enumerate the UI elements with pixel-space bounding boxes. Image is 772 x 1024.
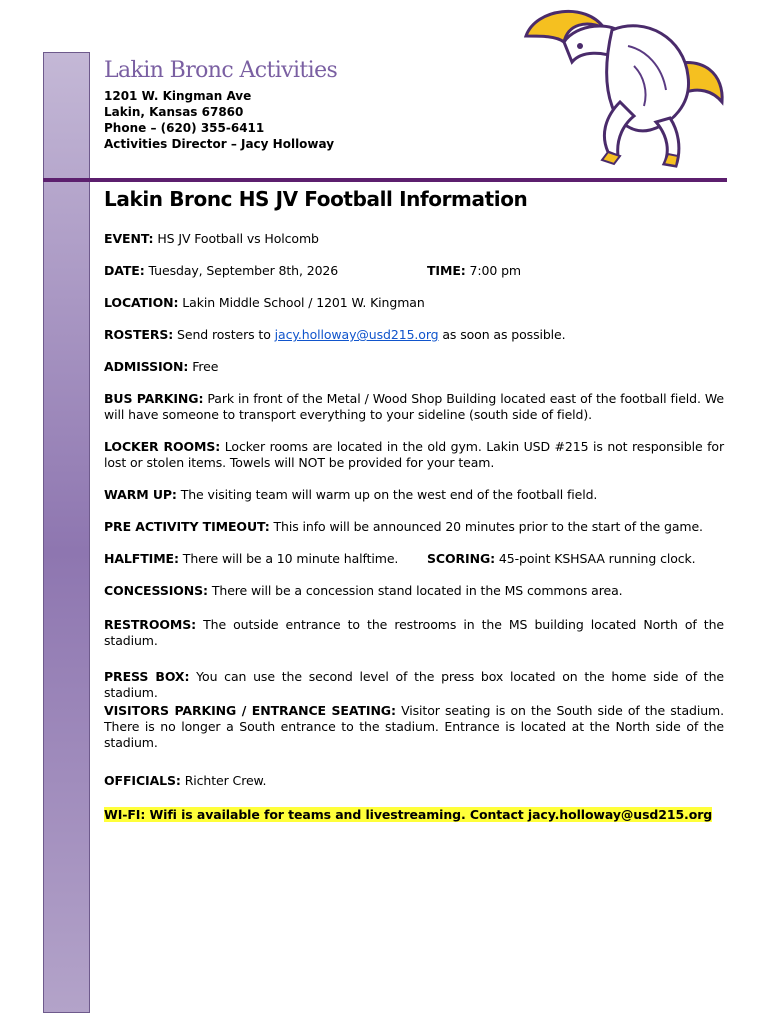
halftime-label: HALFTIME: — [104, 551, 179, 566]
officials-row — [104, 773, 724, 789]
press-box-value: You can use the second level of the press box located on the home side of the stadium. — [104, 669, 724, 700]
officials-value: Richter Crew. — [184, 773, 267, 788]
bus-parking-label: BUS PARKING: — [104, 391, 204, 406]
admission-label: ADMISSION: — [104, 359, 189, 374]
press-box-label: PRESS BOX: — [104, 669, 190, 684]
sidebar-stripe — [43, 52, 90, 1013]
phone: Phone – (620) 355-6411 — [104, 121, 265, 135]
rosters-post: as soon as possible. — [442, 327, 566, 342]
event-row — [104, 231, 724, 247]
bronco-horse-icon — [516, 6, 732, 168]
scoring-value: 45-point KSHSAA running clock. — [498, 551, 696, 566]
concessions-value: There will be a concession stand located in the MS commons area. — [211, 583, 623, 598]
visitors-value: Visitor seating is on the South side of the stadium. There is no longer a South entrance to the stadium. Entrance is located at the North side of the stadium. — [104, 703, 725, 750]
date-label: DATE: — [104, 263, 145, 278]
admission-row — [104, 359, 724, 375]
bus-parking-value: Park in front of the Metal / Wood Shop Building located east of the football field. We will have someone to transport everything to your sideline (south side of field). — [104, 391, 725, 422]
timeout-label: PRE ACTIVITY TIMEOUT: — [104, 519, 270, 534]
locker-rooms-value: Locker rooms are located in the old gym. Lakin USD #215 is not responsible for lost or stolen items. Towels will NOT be provided for your team. — [104, 439, 724, 470]
restrooms-row — [104, 617, 724, 649]
locker-rooms-row — [104, 439, 724, 471]
address-line-2: Lakin, Kansas 67860 — [104, 105, 244, 119]
org-title: Lakin Bronc Activities — [104, 58, 338, 83]
locker-rooms-label: LOCKER ROOMS: — [104, 439, 221, 454]
time-row — [427, 263, 727, 279]
timeout-row — [104, 519, 724, 535]
officials-label: OFFICIALS: — [104, 773, 181, 788]
rosters-email-link[interactable]: jacy.holloway@usd215.org — [274, 327, 439, 342]
time-value: 7:00 pm — [469, 263, 521, 278]
time-label: TIME: — [427, 263, 466, 278]
location-row — [104, 295, 724, 311]
location-value: Lakin Middle School / 1201 W. Kingman — [182, 295, 425, 310]
warm-up-value: The visiting team will warm up on the west end of the football field. — [180, 487, 598, 502]
rosters-pre: Send rosters to — [177, 327, 271, 342]
header-rule — [43, 178, 727, 182]
address-line-1: 1201 W. Kingman Ave — [104, 89, 252, 103]
warm-up-label: WARM UP: — [104, 487, 177, 502]
bus-parking-row — [104, 391, 724, 423]
date-value: Tuesday, September 8th, 2026 — [148, 263, 339, 278]
page-title: Lakin Bronc HS JV Football Information — [104, 187, 528, 211]
concessions-label: CONCESSIONS: — [104, 583, 208, 598]
concessions-row — [104, 583, 724, 599]
location-label: LOCATION: — [104, 295, 179, 310]
event-value: HS JV Football vs Holcomb — [157, 231, 319, 246]
press-box-row — [104, 669, 724, 701]
rosters-label: ROSTERS: — [104, 327, 174, 342]
visitors-label: VISITORS PARKING / ENTRANCE SEATING: — [104, 703, 396, 718]
timeout-value: This info will be announced 20 minutes prior to the start of the game. — [273, 519, 703, 534]
restrooms-label: RESTROOMS: — [104, 617, 197, 632]
wifi-row — [104, 807, 724, 823]
scoring-row — [427, 551, 727, 567]
rosters-row — [104, 327, 724, 343]
event-label: EVENT: — [104, 231, 154, 246]
wifi-notice: WI-FI: Wifi is available for teams and livestreaming. Contact jacy.holloway@usd215.org — [104, 807, 713, 822]
activities-director: Activities Director – Jacy Holloway — [104, 137, 335, 151]
halftime-value: There will be a 10 minute halftime. — [182, 551, 399, 566]
warm-up-row — [104, 487, 724, 503]
visitors-row — [104, 703, 724, 751]
restrooms-value: The outside entrance to the restrooms in the MS building located North of the stadium. — [104, 617, 724, 648]
admission-value: Free — [192, 359, 219, 374]
scoring-label: SCORING: — [427, 551, 495, 566]
